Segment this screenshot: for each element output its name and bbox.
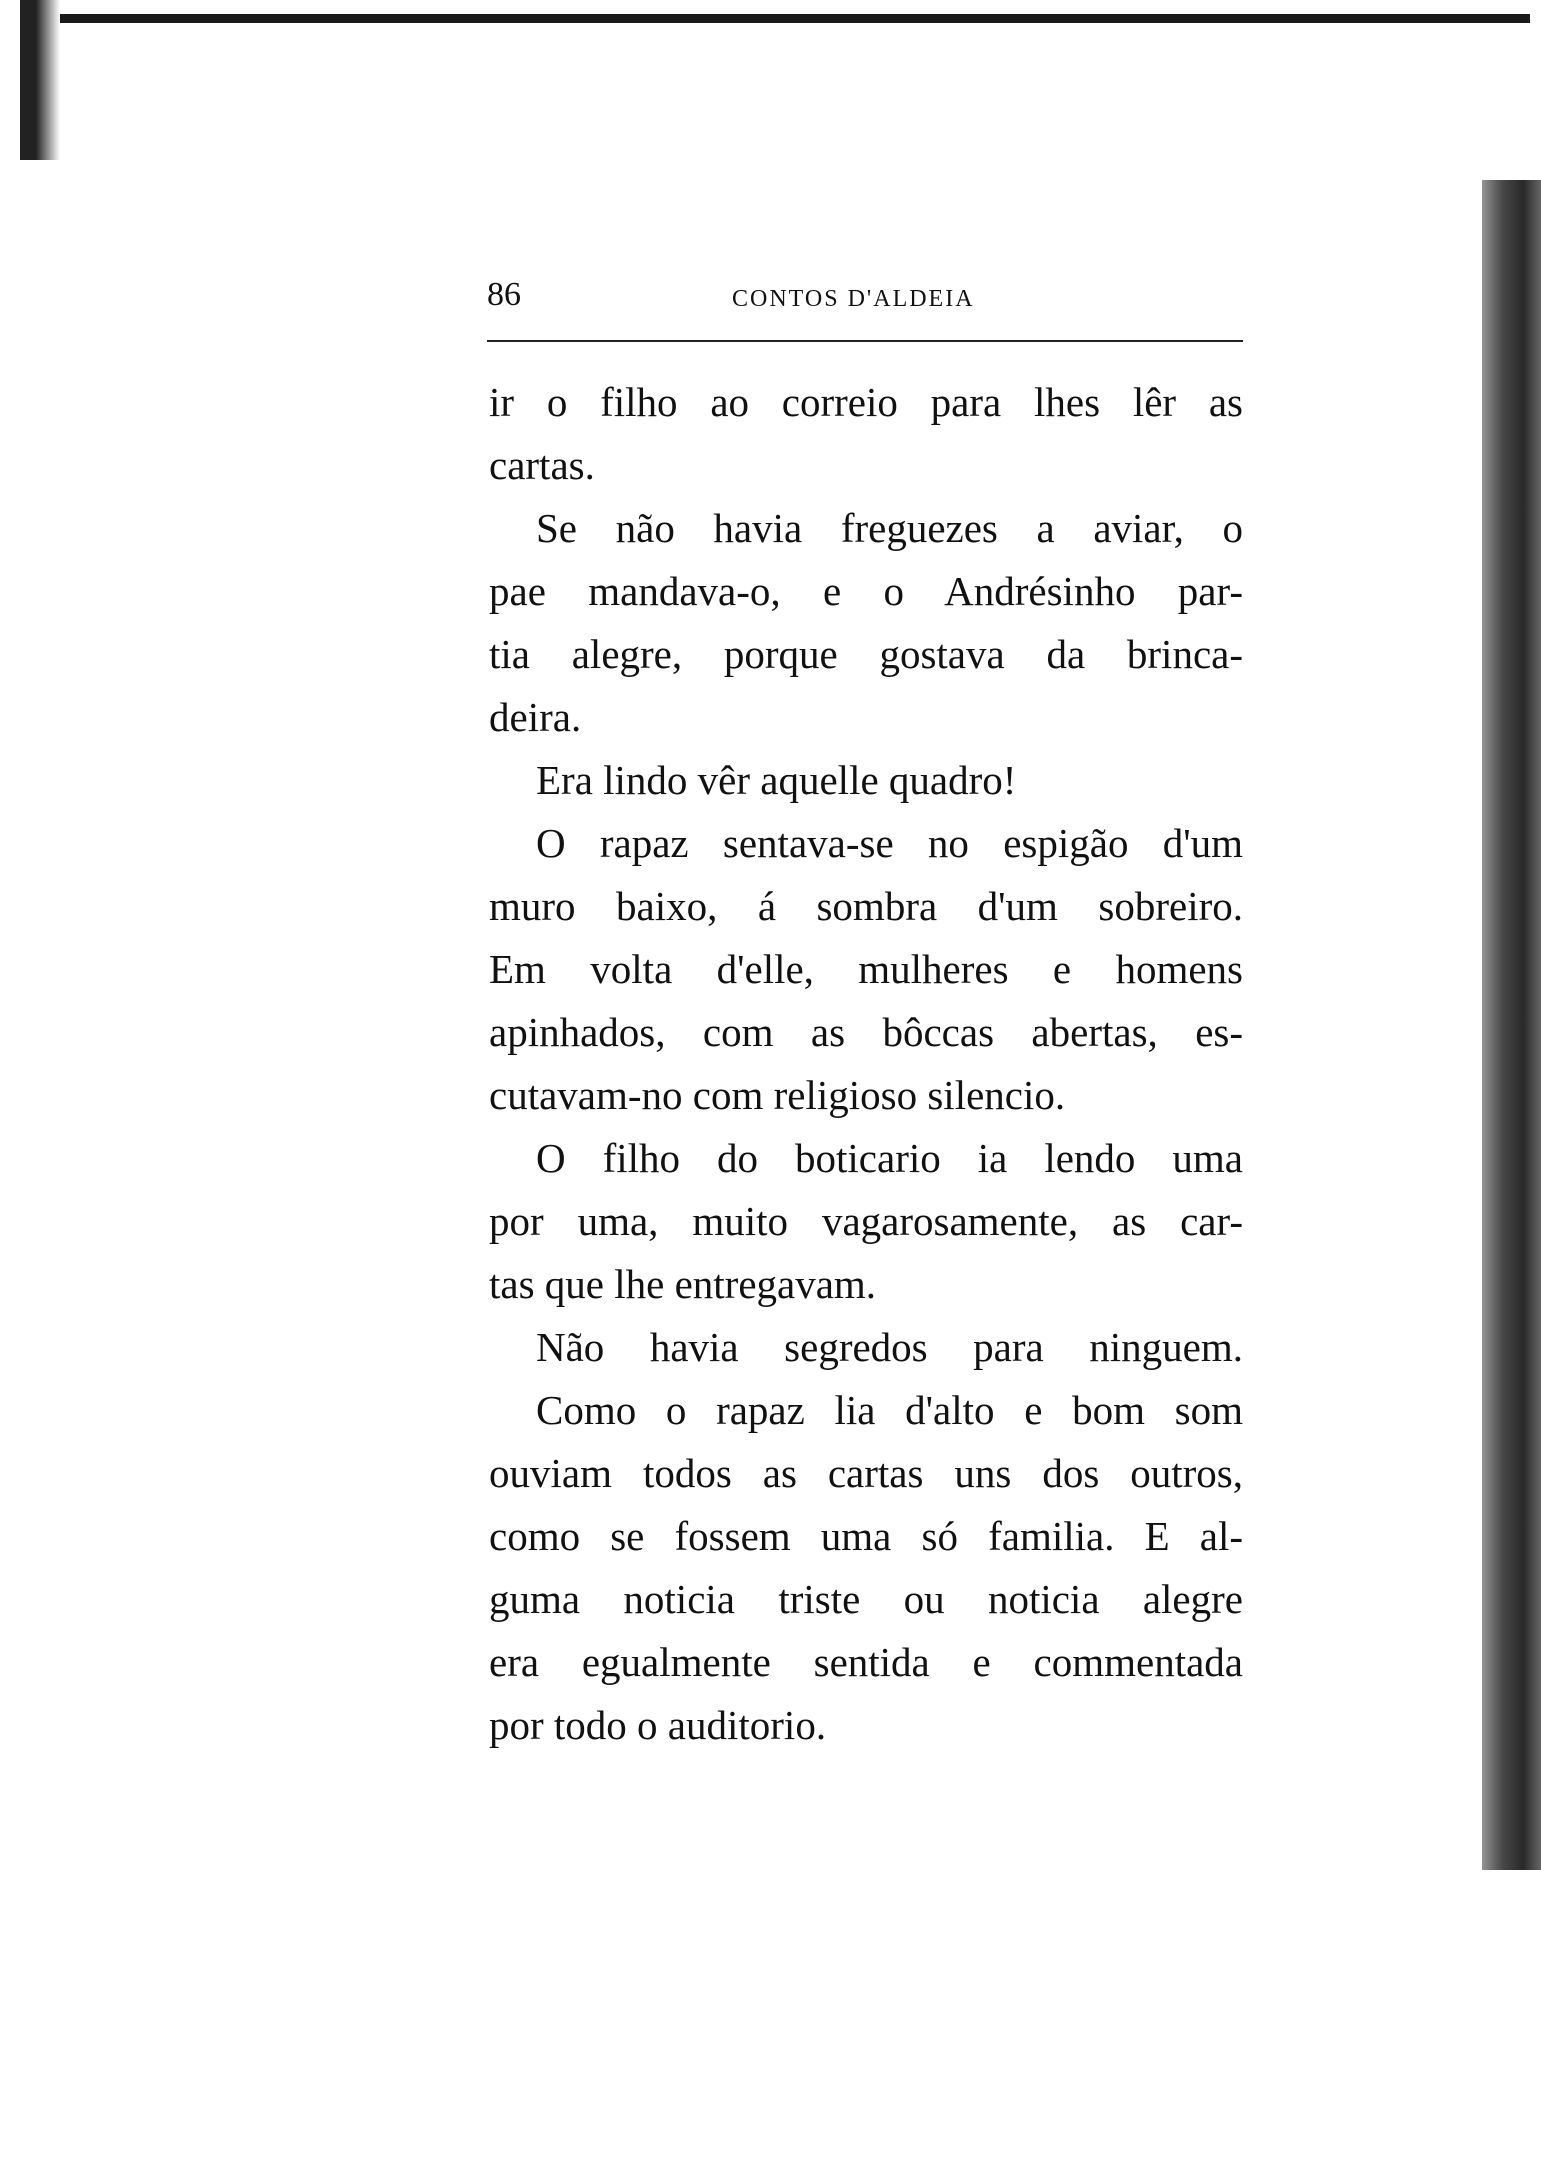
text-line: cartas. bbox=[489, 442, 595, 488]
text-line: era egualmente sentida e commentada bbox=[489, 1639, 1243, 1685]
text-line: muro baixo, á sombra d'um sobreiro. bbox=[489, 883, 1243, 929]
text-line: deira. bbox=[489, 694, 582, 740]
text-line: Se não havia freguezes a aviar, o bbox=[536, 505, 1243, 551]
page-number: 86 bbox=[487, 276, 521, 313]
scan-left-edge bbox=[20, 0, 60, 160]
scan-binding-shadow bbox=[1482, 180, 1541, 1870]
body-text bbox=[489, 371, 1243, 1757]
text-line: Não havia segredos para ninguem. bbox=[536, 1324, 1243, 1370]
running-title: CONTOS D'ALDEIA bbox=[732, 286, 975, 312]
text-line: O filho do boticario ia lendo uma bbox=[536, 1135, 1243, 1181]
text-line: tia alegre, porque gostava da brinca- bbox=[489, 631, 1243, 677]
text-line: por todo o auditorio. bbox=[489, 1702, 827, 1748]
text-line: como se fossem uma só familia. E al- bbox=[489, 1513, 1243, 1559]
text-line: pae mandava-o, e o Andrésinho par- bbox=[489, 568, 1243, 614]
text-line: O rapaz sentava-se no espigão d'um bbox=[536, 820, 1243, 866]
text-line: Como o rapaz lia d'alto e bom som bbox=[536, 1387, 1243, 1433]
text-line: ir o filho ao correio para lhes lêr as bbox=[489, 379, 1243, 425]
scan-top-edge bbox=[60, 14, 1530, 23]
text-line: Era lindo vêr aquelle quadro! bbox=[536, 757, 1017, 803]
text-line: guma noticia triste ou noticia alegre bbox=[489, 1576, 1243, 1622]
header-rule bbox=[487, 340, 1243, 342]
page-header bbox=[487, 276, 1243, 320]
text-line: apinhados, com as bôccas abertas, es- bbox=[489, 1009, 1243, 1055]
text-line: por uma, muito vagarosamente, as car- bbox=[489, 1198, 1243, 1244]
text-line: tas que lhe entregavam. bbox=[489, 1261, 877, 1307]
text-line: Em volta d'elle, mulheres e homens bbox=[489, 946, 1243, 992]
text-line: ouviam todos as cartas uns dos outros, bbox=[489, 1450, 1243, 1496]
text-line: cutavam-no com religioso silencio. bbox=[489, 1072, 1066, 1118]
